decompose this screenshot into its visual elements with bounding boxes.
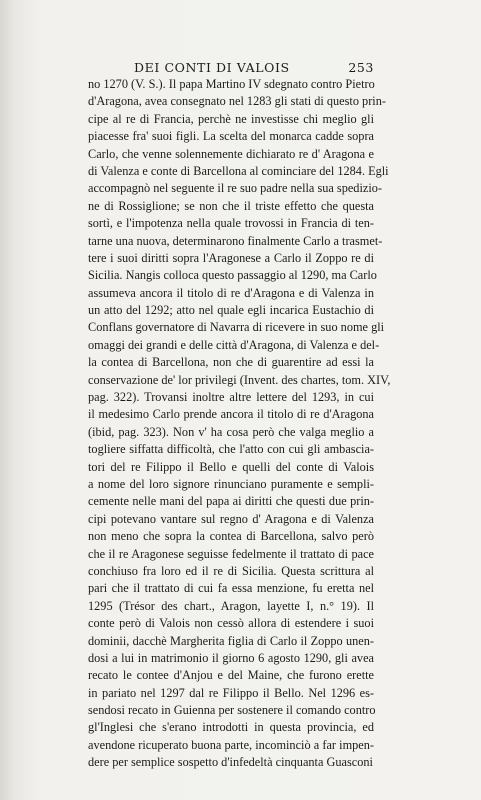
running-title: DEI CONTI DI VALOIS [134,60,290,75]
text-line: tere i suoi diritti sopra l'Aragonese a Carlo il Zoppo re di [88,250,374,265]
text-line: dosi a lui in matrimonio il giorno 6 agosto 1290, gli avea [88,650,374,665]
text-line: il medesimo Carlo prende ancora il titolo di re d'Aragona [88,407,374,422]
running-header [88,60,374,76]
text-line: tarne una nuova, determinarono finalmente Carlo a trasmet- [88,233,383,248]
text-line: cipi potevano vantare sul regno d' Aragona e di Valenza [88,511,374,526]
text-line: cemente nelle mani del papa ai diritti che questi due prin- [88,494,374,509]
text-line: un atto del 1292; atto nel quale egli incarica Eustachio di [88,303,374,318]
text-line: 1295 (Trésor des chart., Aragon, layette I, n.° 19). Il [88,598,374,613]
text-line: tori del re Filippo il Bello e quelli del conte di Valois [88,459,374,474]
text-line: ne di Rossiglione; se non che il triste effetto che questa [88,198,374,213]
text-line: dere per semplice sospetto d'infedeltà cinquanta Guasconi [88,755,373,770]
text-line: conchiuso fra loro ed il re di Sicilia. Questa scrittura al [88,563,374,578]
page-number: 253 [348,60,374,75]
text-line: omaggi dei grandi e delle città d'Aragona, di Valenza e del- [88,337,380,352]
text-line: gl'Inglesi che s'erano introdotti in questa provincia, ed [88,720,374,735]
text-line: assumeva ancora il titolo di re d'Aragona e di Valenza in [88,285,374,300]
text-line: avendone ricuperato buona parte, incominciò a far impen- [88,737,374,752]
text-line: (ibid, pag. 323). Non v' ha cosa però che valga meglio a [88,424,374,439]
text-line: recato le contee d'Anjou e del Maine, che furono erette [88,668,374,683]
text-line: la contea di Barcellona, non che di guarentire ad essi la [88,355,374,370]
text-line: di Valenza e conte di Barcellona al cominciare del 1284. Egli [88,163,389,178]
body-text [88,76,391,772]
text-line: togliere siffatta difficoltà, che l'atto con cui gli ambascia- [88,442,374,457]
text-line: Carlo, che venne solennemente dichiarato re d' Aragona e [88,146,374,161]
text-line: pag. 322). Trovansi inoltre altre lettere del 1293, in cui [88,390,374,405]
text-line: no 1270 (V. S.). Il papa Martino IV sdegnato contro Pietro [88,77,375,91]
text-line: cipe al re di Francia, perchè ne investisse chi meglio gli [88,111,374,126]
text-line: in pariato nel 1297 dal re Filippo il Bello. Nel 1296 es- [88,685,374,700]
text-line: conte però di Valois non cessò allora di estendere i suoi [88,616,374,631]
text-line: accompagnò nel seguente il re suo padre nella sua spedizio- [88,181,382,196]
text-line: Sicilia. Nangis colloca questo passaggio al 1290, ma Carlo [88,268,377,283]
text-line: non meno che sopra la contea di Barcellona, salvo però [88,529,374,544]
text-line: conservazione de' lor privilegi (Invent. des chartes, tom. XIV, [88,372,391,387]
text-line: dominii, dacchè Margherita figlia di Carlo il Zoppo unen- [88,633,374,648]
text-line: Conflans governatore di Navarra di ricevere in suo nome gli [88,320,385,335]
text-line: d'Aragona, avea consegnato nel 1283 gli stati di questo prin- [88,94,386,109]
text-line: piacesse fra' suoi figli. La scelta del monarca cadde sopra [88,129,374,144]
text-line: pari che il trattato di cui fa essa menzione, fu eretta nel [88,581,374,596]
text-line: a nome del loro signore rinunciano puramente e sempli- [88,476,374,491]
text-line: sortì, e l'impotenza nella quale trovossi in Francia di ten- [88,216,374,231]
text-line: che il re Aragonese seguisse fedelmente il trattato di pace [88,546,374,561]
text-line: sendosi recato in Guienna per sostenere il comando contro [88,703,376,718]
